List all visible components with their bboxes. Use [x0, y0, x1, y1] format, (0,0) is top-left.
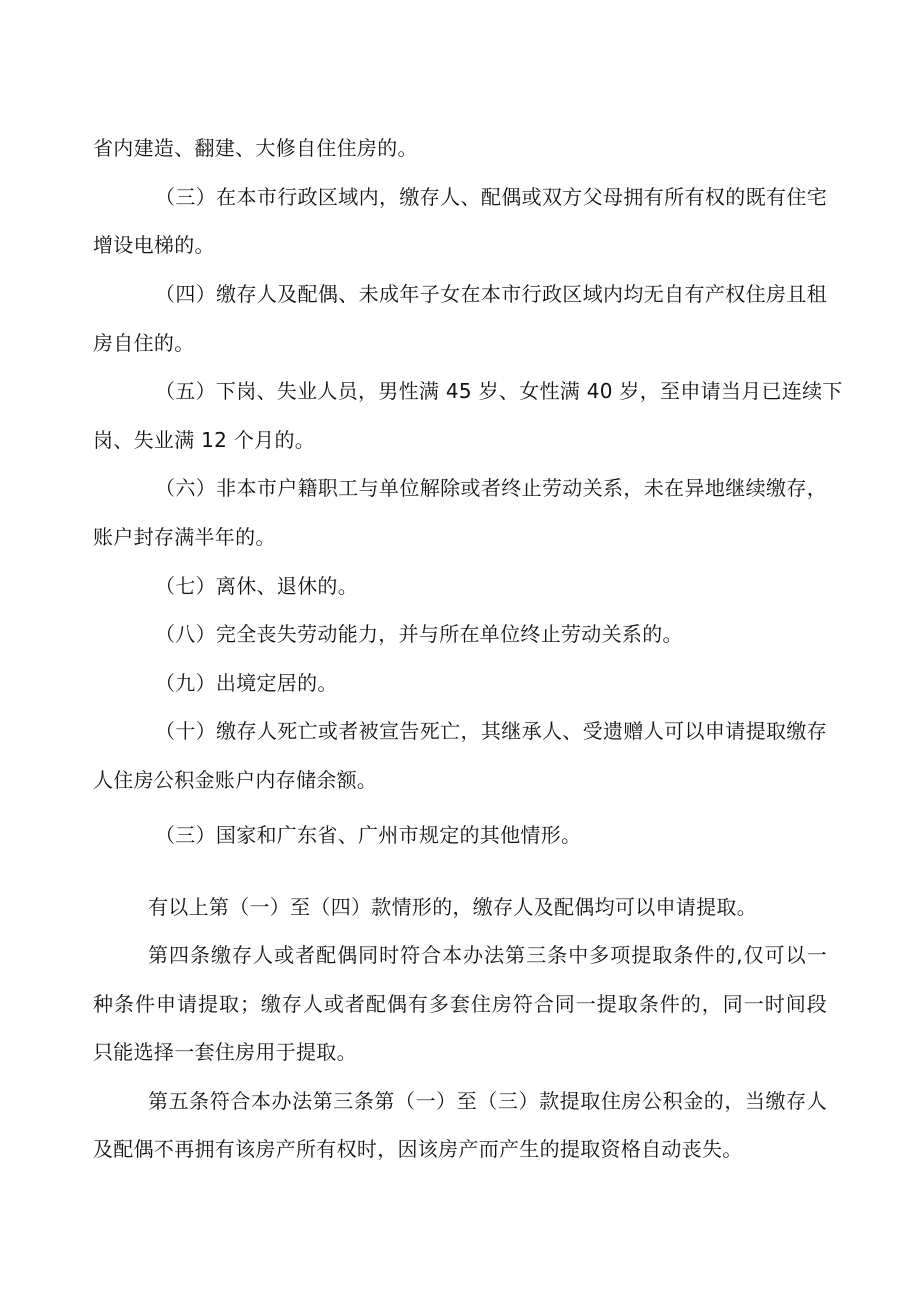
paragraph-line: 房自住的。 — [93, 331, 195, 355]
paragraph-line: 账户封存满半年的。 — [93, 525, 276, 549]
paragraph-line: （六）非本市户籍职工与单位解除或者终止劳动关系，未在异地继续缴存， — [155, 476, 827, 500]
paragraph-line: （三）国家和广东省、广州市规定的其他情形。 — [155, 823, 582, 847]
paragraph-line: （十）缴存人死亡或者被宣告死亡，其继承人、受遗赠人可以申请提取缴存 — [155, 719, 827, 743]
paragraph-line: （九）出境定居的。 — [155, 671, 338, 695]
paragraph-line: 有以上第（一）至（四）款情形的，缴存人及配偶均可以申请提取。 — [148, 895, 757, 919]
paragraph-line: 岗、失业满 12 个月的。 — [93, 428, 316, 452]
paragraph-line: 及配偶不再拥有该房产所有权时，因该房产而产生的提取资格自动丧失。 — [93, 1137, 743, 1161]
paragraph-line: 增设电梯的。 — [93, 233, 215, 257]
paragraph-line: （八）完全丧失劳动能力，并与所在单位终止劳动关系的。 — [155, 622, 683, 646]
paragraph-line: 第四条缴存人或者配偶同时符合本办法第三条中多项提取条件的,仅可以一 — [148, 943, 827, 967]
paragraph-line: 第五条符合本办法第三条第（一）至（三）款提取住房公积金的，当缴存人 — [148, 1089, 827, 1113]
paragraph-line: （七）离休、退休的。 — [155, 574, 358, 598]
paragraph-line: 种条件申请提取；缴存人或者配偶有多套住房符合同一提取条件的，同一时间段 — [93, 992, 827, 1016]
paragraph-line: 人住房公积金账户内存储余额。 — [93, 768, 378, 792]
paragraph-line: 只能选择一套住房用于提取。 — [93, 1040, 357, 1064]
paragraph-line: 省内建造、翻建、大修自住住房的。 — [93, 136, 418, 160]
paragraph-line: （三）在本市行政区域内，缴存人、配偶或双方父母拥有所有权的既有住宅 — [155, 185, 827, 209]
paragraph-line: （四）缴存人及配偶、未成年子女在本市行政区域内均无自有产权住房且租 — [155, 282, 827, 306]
paragraph-line: （五）下岗、失业人员，男性满 45 岁、女性满 40 岁，至申请当月已连续下 — [155, 379, 843, 403]
